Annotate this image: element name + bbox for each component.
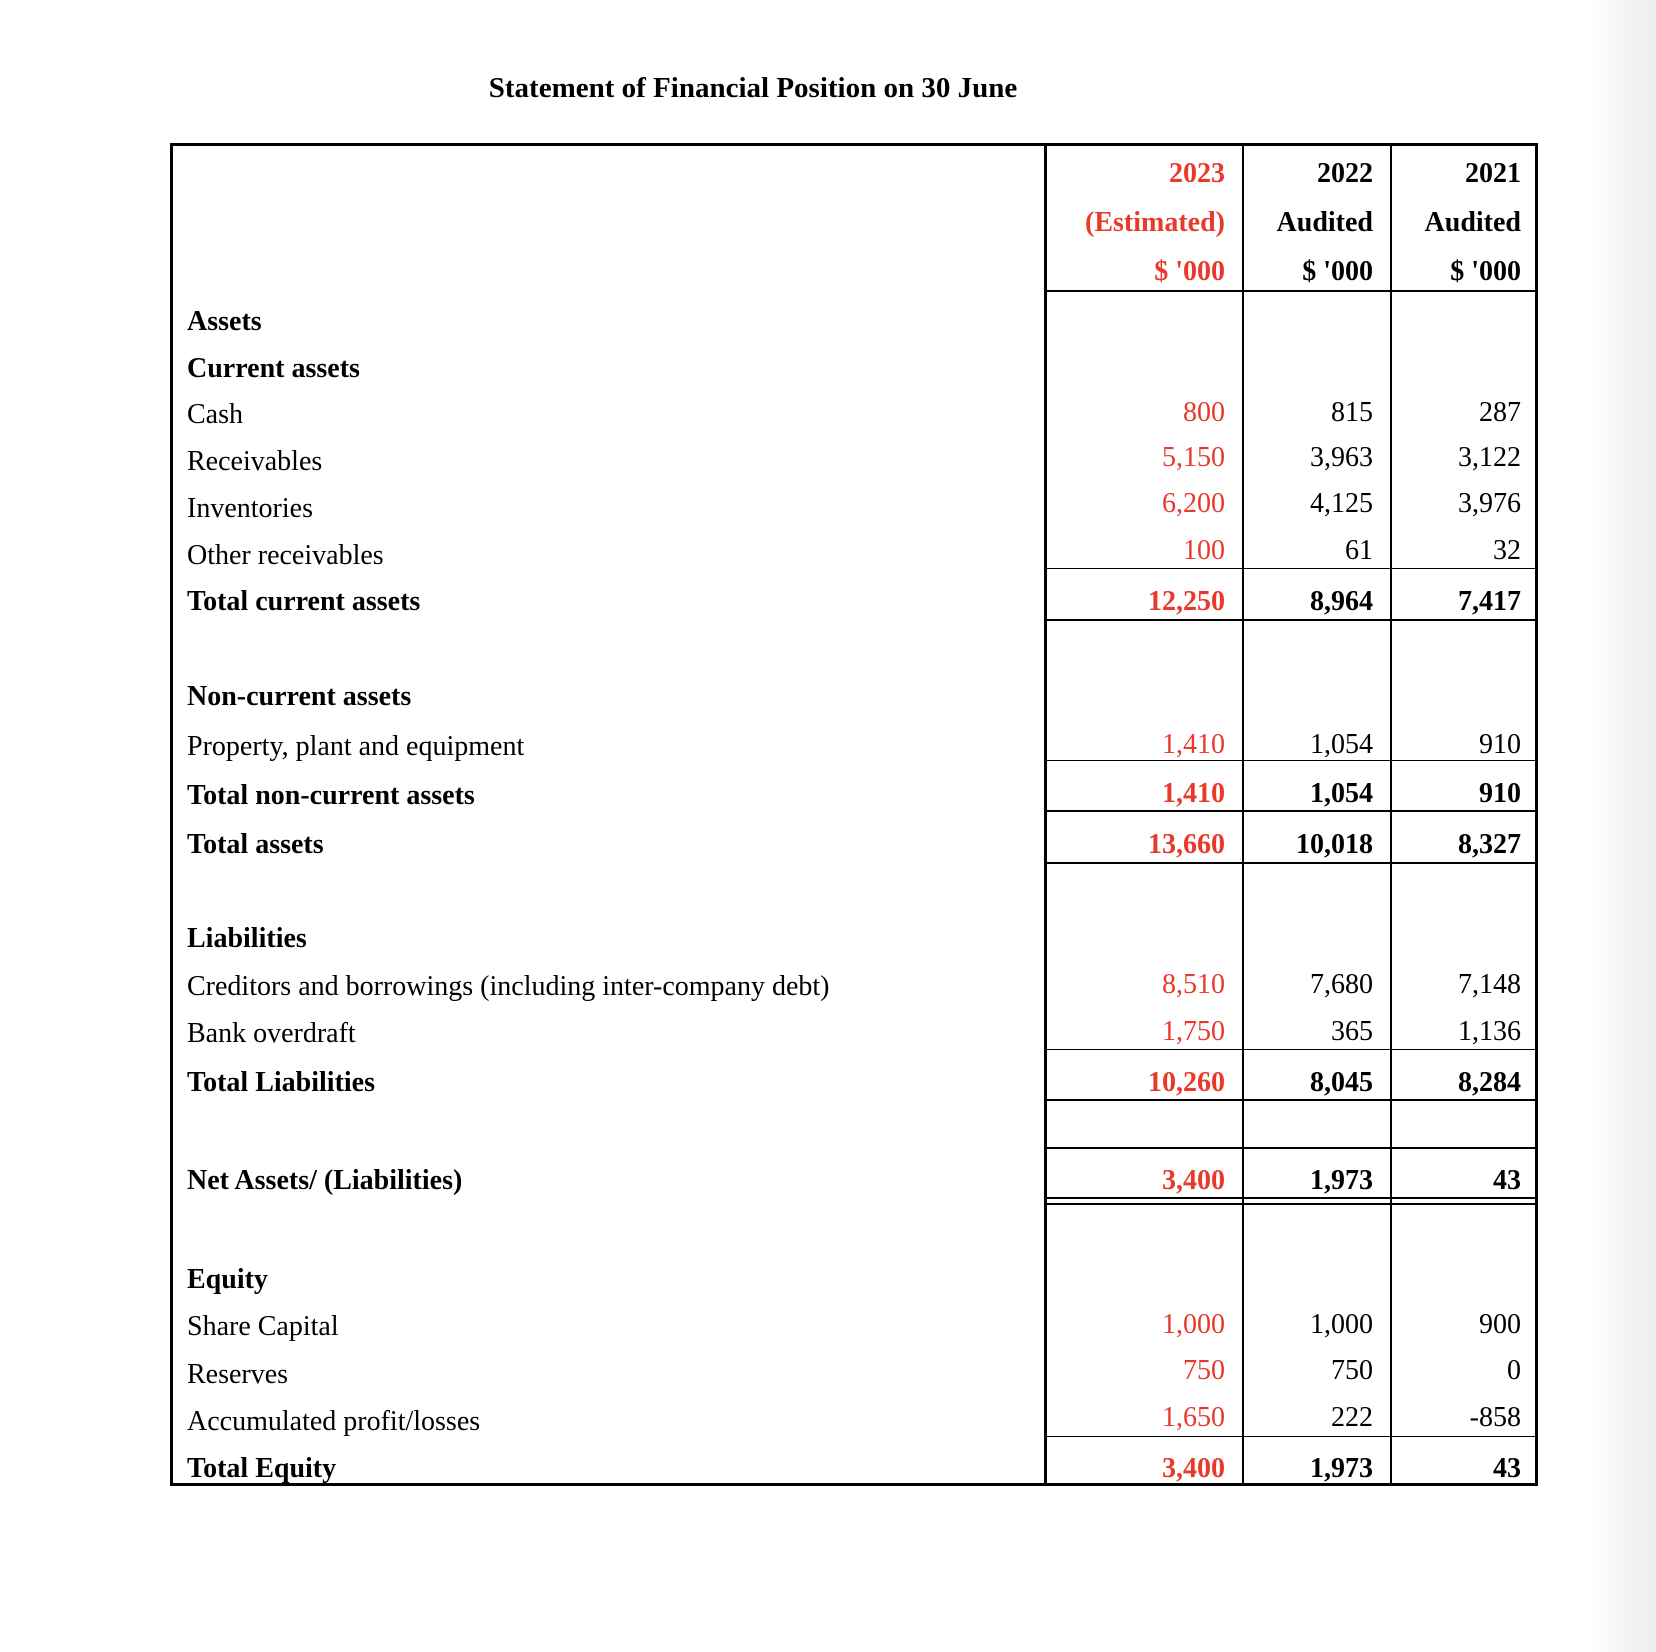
- creditors-2021: 7,148: [1458, 969, 1521, 1000]
- rule-above-total-assets: [1045, 810, 1537, 812]
- ppe-2023: 1,410: [1162, 729, 1225, 760]
- rule-below-total-liabilities: [1045, 1099, 1537, 1101]
- share-capital-2021: 900: [1479, 1309, 1521, 1340]
- header-unit-2022: $ '000: [1302, 256, 1373, 287]
- accumulated-2023: 1,650: [1162, 1402, 1225, 1433]
- row-label-cash: Cash: [187, 399, 243, 430]
- inventories-2021: 3,976: [1458, 488, 1521, 519]
- row-label-ppe: Property, plant and equipment: [187, 731, 525, 762]
- creditors-2022: 7,680: [1310, 969, 1373, 1000]
- header-status-2022: Audited: [1276, 207, 1373, 238]
- row-label-bank-overdraft: Bank overdraft: [187, 1018, 356, 1049]
- total-assets-2022: 10,018: [1296, 829, 1373, 860]
- other-receivables-2023: 100: [1183, 535, 1225, 566]
- net-assets-2023: 3,400: [1162, 1165, 1225, 1196]
- row-label-total-current-assets: Total current assets: [187, 586, 421, 617]
- row-label-accumulated: Accumulated profit/losses: [187, 1406, 481, 1437]
- total-equity-2022: 1,973: [1310, 1453, 1373, 1484]
- accumulated-2022: 222: [1331, 1402, 1373, 1433]
- reserves-2022: 750: [1331, 1355, 1373, 1386]
- accumulated-2021: -858: [1469, 1402, 1521, 1433]
- row-label-creditors: Creditors and borrowings (including inter-company debt): [187, 971, 830, 1002]
- header-year-2022: 2022: [1317, 158, 1373, 189]
- total-non-current-assets-2022: 1,054: [1310, 778, 1373, 809]
- column-divider-2022: [1242, 143, 1244, 1486]
- header-status-2023: (Estimated): [1085, 207, 1225, 238]
- receivables-2022: 3,963: [1310, 442, 1373, 473]
- header-status-2021: Audited: [1424, 207, 1521, 238]
- row-label-net-assets: Net Assets/ (Liabilities): [187, 1165, 463, 1196]
- section-heading-liabilities: Liabilities: [187, 923, 307, 954]
- row-label-total-liabilities: Total Liabilities: [187, 1067, 376, 1098]
- net-assets-2021: 43: [1493, 1165, 1521, 1196]
- header-unit-2023: $ '000: [1154, 256, 1225, 287]
- column-divider-2023: [1044, 143, 1047, 1486]
- cash-2021: 287: [1479, 397, 1521, 428]
- page-edge-shadow: [1586, 0, 1656, 1652]
- header-rule: [1045, 290, 1537, 292]
- bank-overdraft-2021: 1,136: [1458, 1016, 1521, 1047]
- statement-table: [170, 143, 1538, 1486]
- total-liabilities-2021: 8,284: [1458, 1067, 1521, 1098]
- total-equity-2023: 3,400: [1162, 1453, 1225, 1484]
- total-equity-2021: 43: [1493, 1453, 1521, 1484]
- bank-overdraft-2022: 365: [1331, 1016, 1373, 1047]
- rule-above-total-current-assets: [1045, 568, 1537, 569]
- reserves-2021: 0: [1507, 1355, 1521, 1386]
- inventories-2022: 4,125: [1310, 488, 1373, 519]
- rule-below-net-assets-1: [1045, 1197, 1537, 1199]
- total-non-current-assets-2021: 910: [1479, 778, 1521, 809]
- row-label-total-equity: Total Equity: [187, 1453, 337, 1484]
- row-label-other-receivables: Other receivables: [187, 540, 384, 571]
- header-year-2023: 2023: [1169, 158, 1225, 189]
- row-label-receivables: Receivables: [187, 446, 323, 477]
- row-label-share-capital: Share Capital: [187, 1311, 339, 1342]
- header-unit-2021: $ '000: [1450, 256, 1521, 287]
- row-label-reserves: Reserves: [187, 1359, 289, 1390]
- row-label-total-non-current-assets: Total non-current assets: [187, 780, 475, 811]
- other-receivables-2021: 32: [1493, 535, 1521, 566]
- bank-overdraft-2023: 1,750: [1162, 1016, 1225, 1047]
- header-year-2021: 2021: [1465, 158, 1521, 189]
- cash-2022: 815: [1331, 397, 1373, 428]
- total-assets-2021: 8,327: [1458, 829, 1521, 860]
- rule-above-total-liabilities: [1045, 1049, 1537, 1050]
- total-liabilities-2023: 10,260: [1148, 1067, 1225, 1098]
- subsection-heading-current-assets: Current assets: [187, 353, 360, 384]
- rule-below-net-assets-2: [1045, 1203, 1537, 1205]
- creditors-2023: 8,510: [1162, 969, 1225, 1000]
- section-heading-assets: Assets: [187, 306, 262, 337]
- total-liabilities-2022: 8,045: [1310, 1067, 1373, 1098]
- receivables-2023: 5,150: [1162, 442, 1225, 473]
- share-capital-2022: 1,000: [1310, 1309, 1373, 1340]
- statement-title: Statement of Financial Position on 30 June: [488, 72, 1018, 104]
- row-label-total-assets: Total assets: [187, 829, 324, 860]
- rule-above-net-assets: [1045, 1147, 1537, 1149]
- inventories-2023: 6,200: [1162, 488, 1225, 519]
- rule-above-total-equity: [1045, 1436, 1537, 1437]
- reserves-2023: 750: [1183, 1355, 1225, 1386]
- total-current-assets-2023: 12,250: [1148, 586, 1225, 617]
- rule-below-total-assets: [1045, 862, 1537, 864]
- other-receivables-2022: 61: [1345, 535, 1373, 566]
- rule-below-total-current-assets: [1045, 619, 1537, 621]
- subsection-heading-non-current-assets: Non-current assets: [187, 681, 412, 712]
- row-label-inventories: Inventories: [187, 493, 313, 524]
- total-non-current-assets-2023: 1,410: [1162, 778, 1225, 809]
- cash-2023: 800: [1183, 397, 1225, 428]
- ppe-2022: 1,054: [1310, 729, 1373, 760]
- share-capital-2023: 1,000: [1162, 1309, 1225, 1340]
- receivables-2021: 3,122: [1458, 442, 1521, 473]
- ppe-2021: 910: [1479, 729, 1521, 760]
- total-current-assets-2021: 7,417: [1458, 586, 1521, 617]
- column-divider-2021: [1390, 143, 1392, 1486]
- net-assets-2022: 1,973: [1310, 1165, 1373, 1196]
- total-assets-2023: 13,660: [1148, 829, 1225, 860]
- total-current-assets-2022: 8,964: [1310, 586, 1373, 617]
- section-heading-equity: Equity: [187, 1264, 268, 1295]
- rule-above-total-non-current-assets: [1045, 760, 1537, 761]
